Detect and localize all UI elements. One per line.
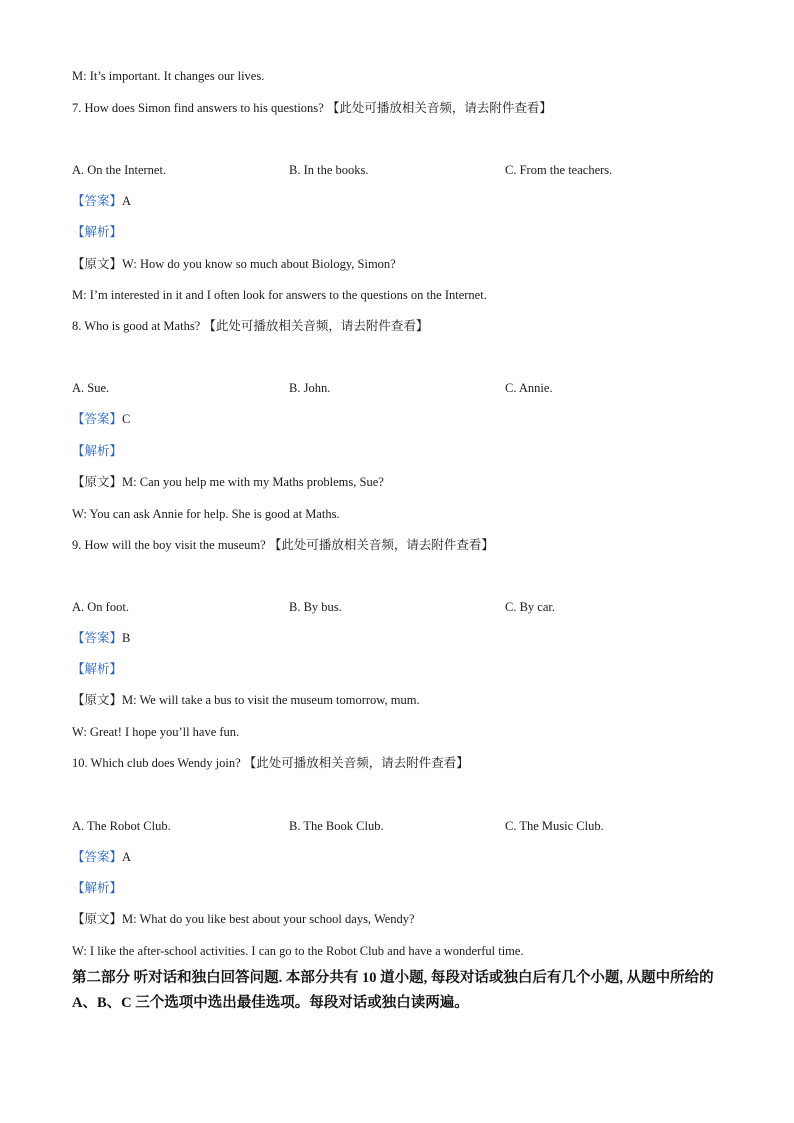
question-8: 8. Who is good at Maths? 【此处可播放相关音频，请去附件查看】 [72,319,429,333]
answer-tag: 【答案】 [72,631,123,645]
q7-answer [72,193,131,209]
q10-option-c: C. The Music Club. [505,819,604,833]
transcript-tag: 【原文】 [72,693,123,707]
answer-value: C [122,412,131,426]
answer-value: B [122,631,131,645]
q7-option-b: B. In the books. [289,163,369,177]
q9-option-c: C. By car. [505,600,555,614]
q8-option-c: C. Annie. [505,381,553,395]
q7-analysis-tag: 【解析】 [72,225,123,239]
q9-option-b: B. By bus. [289,600,342,614]
question-7: 7. How does Simon find answers to his questions? 【此处可播放相关音频，请去附件查看】 [72,101,552,115]
q9-answer [72,630,130,646]
transcript-text: M: What do you like best about your school days, Wendy? [122,912,415,926]
q8-option-b: B. John. [289,381,331,395]
transcript-text: W: How do you know so much about Biology, Simon? [122,257,396,271]
q7-option-c: C. From the teachers. [505,163,613,177]
dialogue-line: M: I’m interested in it and I often look for answers to the questions on the Internet. [72,288,487,302]
q8-analysis-tag: 【解析】 [72,444,123,458]
q9-transcript [72,692,420,708]
transcript-text: M: We will take a bus to visit the museum tomorrow, mum. [122,693,420,707]
q10-option-b: B. The Book Club. [289,819,384,833]
q10-answer [72,849,131,865]
transcript-tag: 【原文】 [72,257,123,271]
question-9: 9. How will the boy visit the museum? 【此处可播放相关音频，请去附件查看】 [72,538,494,552]
answer-value: A [122,850,132,864]
transcript-tag: 【原文】 [72,475,123,489]
q9-analysis-tag: 【解析】 [72,662,123,676]
transcript-text: M: Can you help me with my Maths problems, Sue? [122,475,384,489]
question-10: 10. Which club does Wendy join? 【此处可播放相关音频，请去附件查看】 [72,756,469,770]
dialogue-line: W: Great! I hope you’ll have fun. [72,725,240,739]
section-heading-part-2: 第二部分 听对话和独白回答问题. 本部分共有 10 道小题, 每段对话或独白后有几个小题, 从题中所给的 A、B、C 三个选项中选出最佳选项。每段对话或独白读两遍。 [72,970,714,1011]
q8-answer [72,411,130,427]
answer-tag: 【答案】 [72,412,123,426]
answer-tag: 【答案】 [72,850,123,864]
q9-option-a: A. On foot. [72,600,129,614]
dialogue-line: W: You can ask Annie for help. She is good at Maths. [72,507,340,521]
q8-option-a: A. Sue. [72,381,110,395]
dialogue-line: M: It’s important. It changes our lives. [72,69,265,83]
q7-transcript [72,256,396,272]
q7-option-a: A. On the Internet. [72,163,167,177]
q10-transcript [72,911,415,927]
answer-tag: 【答案】 [72,194,123,208]
q8-transcript [72,474,384,490]
transcript-tag: 【原文】 [72,912,123,926]
answer-value: A [122,194,132,208]
q10-option-a: A. The Robot Club. [72,819,171,833]
q10-analysis-tag: 【解析】 [72,881,123,895]
dialogue-line: W: I like the after-school activities. I can go to the Robot Club and have a wonderful time. [72,944,524,958]
